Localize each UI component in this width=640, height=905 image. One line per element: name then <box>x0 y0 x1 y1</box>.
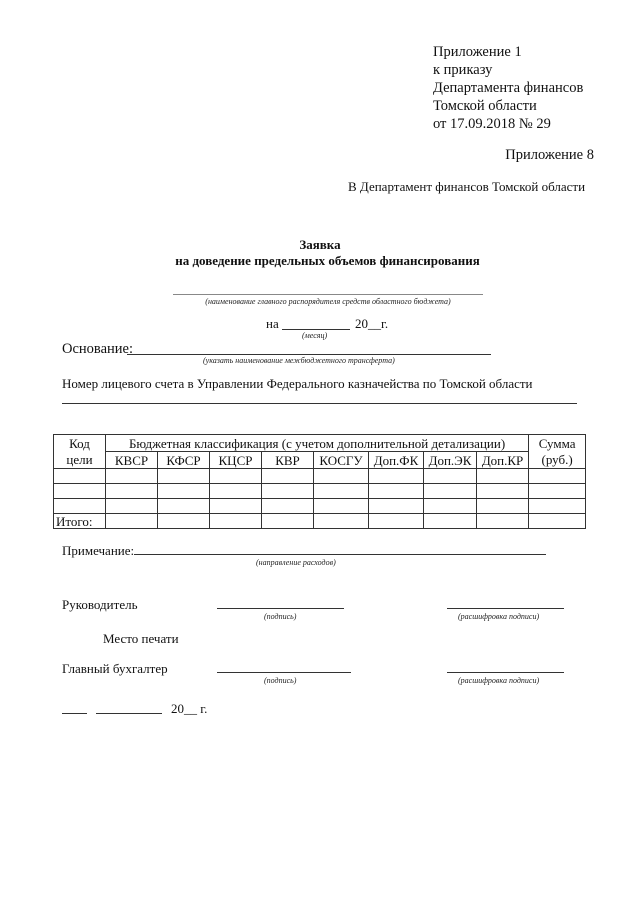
appendix-line-4: Томской области <box>433 98 537 114</box>
accountant-label: Главный бухгалтер <box>62 661 168 676</box>
appendix-number: Приложение 8 <box>505 147 594 163</box>
head-signature-line <box>217 608 344 609</box>
column-header: КЦСР <box>210 452 262 469</box>
column-header: Доп.ЭК <box>424 452 477 469</box>
column-header: КВР <box>262 452 314 469</box>
classification-table <box>53 434 586 529</box>
head-label: Руководитель <box>62 597 138 612</box>
date-month-line <box>96 713 162 714</box>
appendix-line-1: Приложение 1 <box>433 44 522 60</box>
sum-header: Сумма <box>529 435 586 452</box>
basis-line <box>127 354 491 355</box>
appendix-line-3: Департамента финансов <box>433 80 584 96</box>
stamp-place: Место печати <box>103 631 179 646</box>
classification-header: Бюджетная классификация (с учетом дополнительной детализации) <box>106 435 529 452</box>
appendix-line-5: от 17.09.2018 № 29 <box>433 116 551 132</box>
head-decode-hint: (расшифровка подписи) <box>458 612 540 621</box>
period-prefix: на <box>266 316 279 331</box>
accountant-decode-line <box>447 672 564 673</box>
head-decode-line <box>447 608 564 609</box>
sum-header-2: (руб.) <box>529 452 586 469</box>
manager-hint: (наименование главного распорядителя средств областного бюджета) <box>205 297 451 306</box>
table-row <box>54 484 586 499</box>
note-line <box>134 554 546 555</box>
account-line <box>62 403 577 404</box>
column-header: КВСР <box>106 452 158 469</box>
column-header: КФСР <box>158 452 210 469</box>
manager-name-line <box>173 294 483 295</box>
period-month-line <box>282 329 350 330</box>
document-subtitle: на доведение предельных объемов финансирования <box>175 253 480 268</box>
basis-hint: (указать наименование межбюджетного трансферта) <box>203 356 395 365</box>
table-row <box>54 499 586 514</box>
basis-label: Основание: <box>62 341 133 357</box>
date-day-line <box>62 713 87 714</box>
accountant-signature-line <box>217 672 351 673</box>
note-hint: (направление расходов) <box>256 558 336 567</box>
column-header: КОСГУ <box>314 452 369 469</box>
head-signature-hint: (подпись) <box>264 612 297 621</box>
appendix-line-2: к приказу <box>433 62 493 78</box>
accountant-decode-hint: (расшифровка подписи) <box>458 676 540 685</box>
total-label: Итого: <box>54 514 106 529</box>
column-header: Доп.ФК <box>369 452 424 469</box>
date-year: 20__ г. <box>171 701 208 716</box>
table-row <box>54 469 586 484</box>
note-label: Примечание: <box>62 543 135 558</box>
column-header: Доп.КР <box>477 452 529 469</box>
account-text: Номер лицевого счета в Управлении Федерального казначейства по Томской области <box>62 376 533 391</box>
period-hint: (месяц) <box>302 331 328 340</box>
addressee: В Департамент финансов Томской области <box>348 179 586 194</box>
total-row <box>54 514 586 529</box>
accountant-signature-hint: (подпись) <box>264 676 297 685</box>
period-year: 20__г. <box>355 316 389 331</box>
code-header-2: цели <box>54 452 106 469</box>
code-header: Код <box>54 435 106 452</box>
document-title: Заявка <box>299 237 341 252</box>
